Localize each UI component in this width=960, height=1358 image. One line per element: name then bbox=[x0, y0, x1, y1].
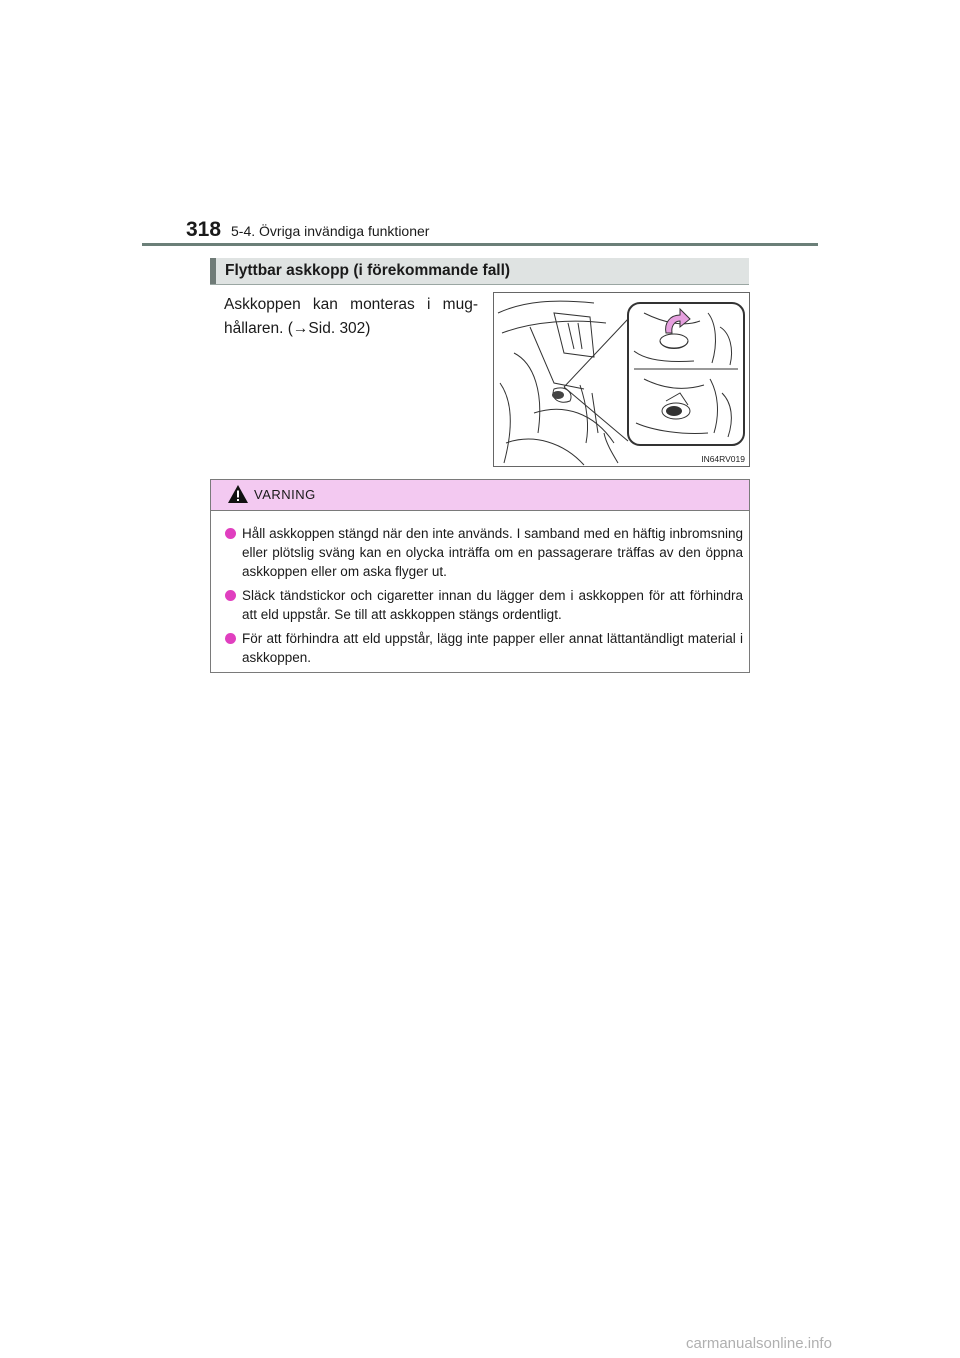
warning-item bbox=[225, 586, 743, 624]
bullet-dot-icon bbox=[225, 528, 236, 539]
rotate-arrow-icon bbox=[666, 309, 690, 333]
bullet-dot-icon bbox=[225, 590, 236, 601]
warning-item-text: För att förhindra att eld uppstår, lägg inte papper eller annat lättantändligt material i askkoppen. bbox=[242, 631, 743, 665]
warning-label: VARNING bbox=[254, 487, 316, 502]
warning-box bbox=[210, 479, 750, 673]
warning-item-text: Släck tändstickor och cigaretter innan du lägger dem i askkoppen för att förhindra att eld uppstår. Se till att askkoppen stängs ordentligt. bbox=[242, 588, 743, 622]
watermark: carmanualsonline.info bbox=[686, 1335, 832, 1352]
car-interior-drawing bbox=[494, 293, 749, 466]
warning-item bbox=[225, 629, 743, 667]
warning-item-text: Håll askkoppen stängd när den inte används. I samband med en häftig inbromsning eller plötslig sväng kan en olycka inträffa om en passagerare träffas av den öppna askkoppen eller om aska flyger ut. bbox=[242, 526, 743, 579]
ashtray-illustration bbox=[493, 292, 750, 467]
chapter-title: 5-4. Övriga invändiga funktioner bbox=[231, 223, 430, 239]
page-number: 318 bbox=[186, 218, 222, 241]
section-accent bbox=[210, 258, 216, 284]
warning-list bbox=[225, 524, 743, 672]
header-rule bbox=[142, 243, 818, 246]
bullet-dot-icon bbox=[225, 633, 236, 644]
section-body-text: Askkoppen kan monteras i mug-hållaren. (→Sid. 302) bbox=[224, 296, 478, 337]
illustration-code: IN64RV019 bbox=[701, 454, 745, 464]
warning-triangle-icon bbox=[227, 484, 249, 504]
section-title: Flyttbar askkopp (i förekommande fall) bbox=[225, 262, 511, 279]
warning-item bbox=[225, 524, 743, 581]
warning-header bbox=[211, 480, 749, 511]
section-heading-bar bbox=[210, 258, 749, 285]
